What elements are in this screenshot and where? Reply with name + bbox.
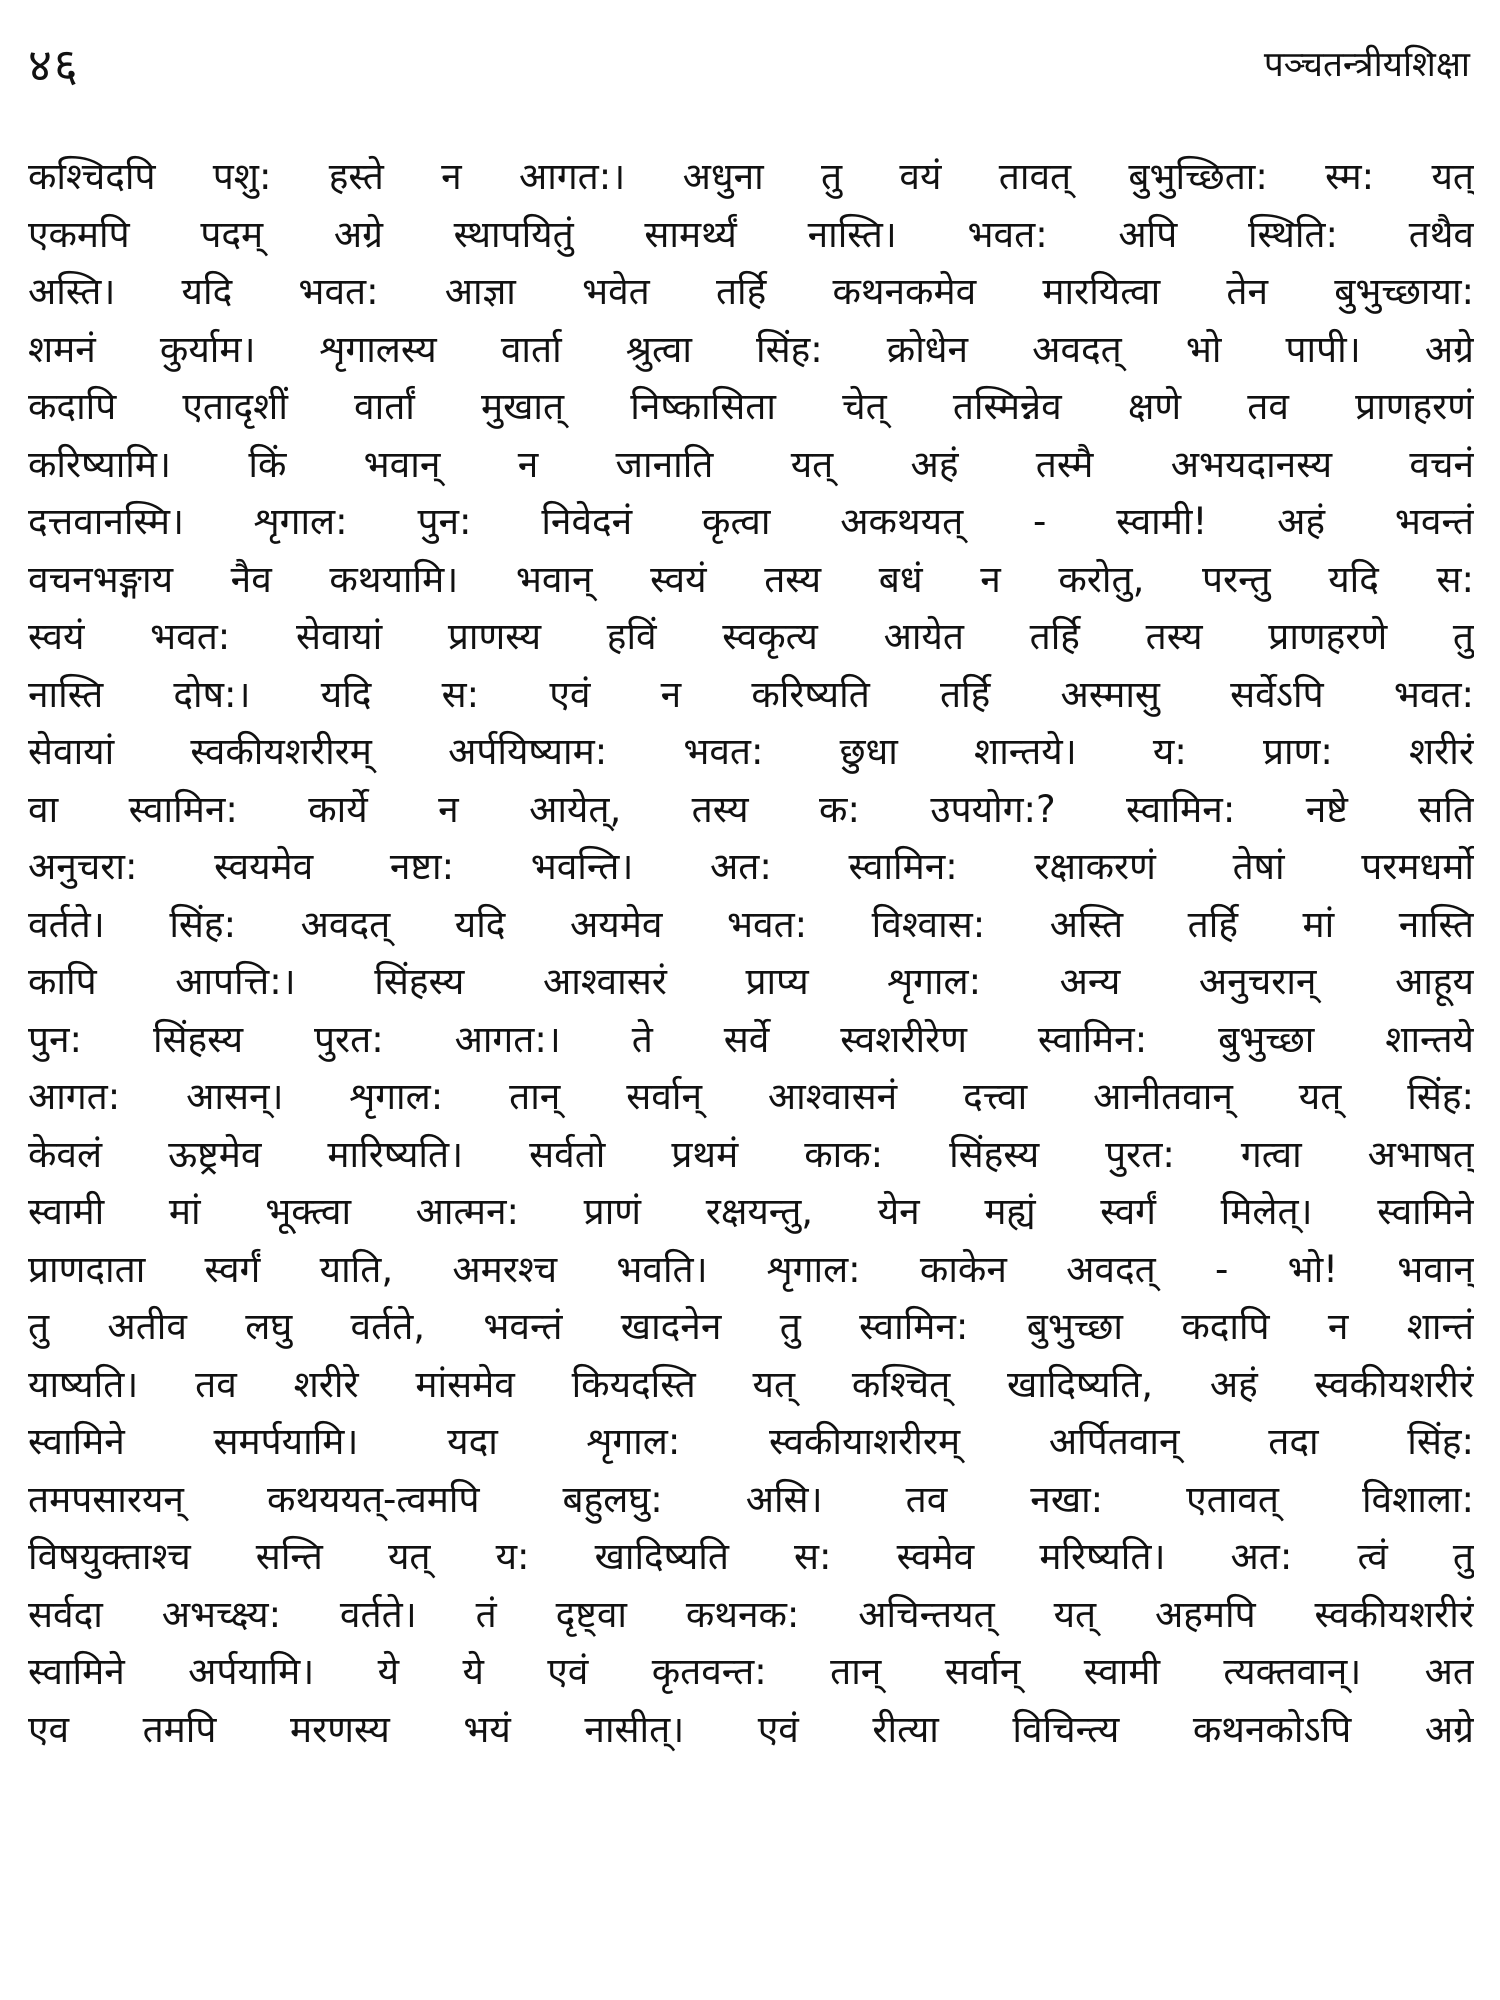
text-line-17: आगत: आसन्। शृगाल: तान् सर्वान् आश्वासनं दत्त्वा आनीतवान् यत् सिंह:	[28, 1075, 1474, 1118]
text-line-12: वा स्वामिन: कार्ये न आयेत्, तस्य क: उपयोग:? स्वामिन: नष्टे सति	[28, 787, 1474, 831]
text-line-6: करिष्यामि। किं भवान् न जानाति यत् अहं तस्मै अभयदानस्य वचनं	[28, 442, 1474, 486]
text-line-18: केवलं ऊष्ट्रमेव मारिष्यति। सर्वतो प्रथमं काक: सिंहस्य पुरत: गत्वा अभाषत्	[28, 1132, 1474, 1176]
text-line-5: कदापि एतादृशीं वार्तां मुखात् निष्कासिता चेत् तस्मिन्नेव क्षणे तव प्राणहरणं	[28, 385, 1474, 428]
text-line-23: स्वामिने समर्पयामि। यदा शृगाल: स्वकीयाशरीरम् अर्पितवान् तदा सिंह:	[28, 1420, 1474, 1463]
text-line-9: स्वयं भवत: सेवायां प्राणस्य हविं स्वकृत्य आयेत तर्हि तस्य प्राणहरणे तु	[28, 615, 1474, 658]
text-line-26: सर्वदा अभच्क्ष्य: वर्तते। तं दृष्ट्वा कथनक: अचिन्तयत् यत् अहमपि स्वकीयशरीरं	[28, 1592, 1474, 1636]
text-line-14: वर्तते। सिंह: अवदत् यदि अयमेव भवत: विश्वास: अस्ति तर्हि मां नास्ति	[28, 902, 1474, 946]
text-line-19: स्वामी मां भूक्त्वा आत्मन: प्राणं रक्षयन्तु, येन मह्यं स्वर्गं मिलेत्। स्वामिने	[28, 1190, 1474, 1233]
text-line-25: विषयुक्ताश्च सन्ति यत् य: खादिष्यति स: स्वमेव मरिष्यति। अत: त्वं तु	[28, 1535, 1474, 1578]
text-line-4: शमनं कुर्याम। शृगालस्य वार्ता श्रुत्वा सिंह: क्रोधेन अवदत् भो पापी। अग्रे	[28, 327, 1474, 371]
text-line-11: सेवायां स्वकीयशरीरम् अर्पयिष्याम: भवत: छुधा शान्तये। य: प्राण: शरीरं	[28, 730, 1474, 773]
text-line-24: तमपसारयन् कथययत्-त्वमपि बहुलघु: असि। तव नखा: एतावत् विशाला:	[28, 1477, 1474, 1521]
page-number: ४६	[28, 38, 80, 92]
page-header	[28, 30, 1470, 100]
text-line-16: पुन: सिंहस्य पुरत: आगत:। ते सर्वे स्वशरीरेण स्वामिन: बुभुच्छा शान्तये	[28, 1017, 1474, 1061]
text-line-10: नास्ति दोष:। यदि स: एवं न करिष्यति तर्हि अस्मासु सर्वेऽपि भवत:	[28, 672, 1474, 716]
text-line-2: एकमपि पदम् अग्रे स्थापयितुं सामर्थ्यं नास्ति। भवत: अपि स्थिति: तथैव	[28, 212, 1474, 256]
text-line-1: कश्चिदपि पशु: हस्ते न आगत:। अधुना तु वयं तावत् बुभुच्छिता: स्म: यत्	[28, 155, 1474, 198]
text-line-21: तु अतीव लघु वर्तते, भवन्तं खादनेन तु स्वामिन: बुभुच्छा कदापि न शान्तं	[28, 1305, 1474, 1348]
running-title: पञ्चतन्त्रीयशिक्षा	[1263, 45, 1470, 85]
text-line-20: प्राणदाता स्वर्गं याति, अमरश्च भवति। शृगाल: काकेन अवदत् - भो! भवान्	[28, 1247, 1474, 1291]
text-line-3: अस्ति। यदि भवत: आज्ञा भवेत तर्हि कथनकमेव मारयित्वा तेन बुभुच्छाया:	[28, 270, 1474, 313]
text-line-22: याष्यति। तव शरीरे मांसमेव कियदस्ति यत् कश्चित् खादिष्यति, अहं स्वकीयशरीरं	[28, 1362, 1474, 1406]
text-line-13: अनुचरा: स्वयमेव नष्टा: भवन्ति। अत: स्वामिन: रक्षाकरणं तेषां परमधर्मो	[28, 845, 1474, 888]
text-line-27: स्वामिने अर्पयामि। ये ये एवं कृतवन्त: तान् सर्वान् स्वामी त्यक्तवान्। अत	[28, 1650, 1474, 1693]
body-text	[28, 148, 1474, 1758]
text-line-7: दत्तवानस्मि। शृगाल: पुन: निवेदनं कृत्वा अकथयत् - स्वामी! अहं भवन्तं	[28, 500, 1474, 543]
text-line-28: एव तमपि मरणस्य भयं नासीत्। एवं रीत्या विचिन्त्य कथनकोऽपि अग्रे	[28, 1707, 1474, 1751]
text-line-8: वचनभङ्गाय नैव कथयामि। भवान् स्वयं तस्य बधं न करोतु, परन्तु यदि स:	[28, 557, 1474, 601]
text-line-15: कापि आपत्ति:। सिंहस्य आश्वासरं प्राप्य शृगाल: अन्य अनुचरान् आहूय	[28, 960, 1474, 1003]
